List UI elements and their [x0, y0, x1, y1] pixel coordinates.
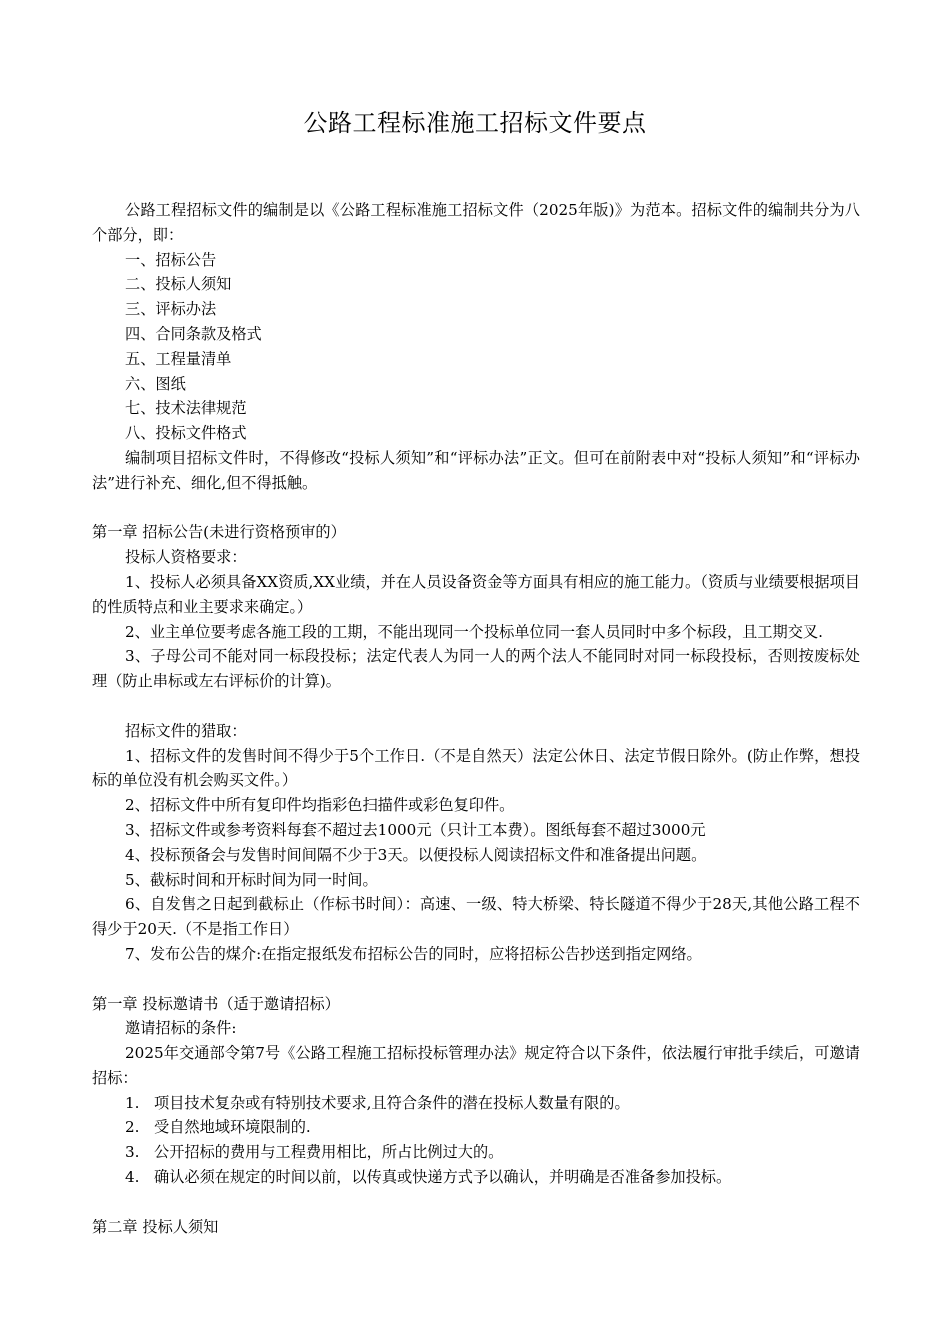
item-text: 公开招标的费用与工程费用相比，所占比例过大的。: [154, 1143, 504, 1162]
item-text: 确认必须在规定的时间以前，以传真或快递方式予以确认，并明确是否准备参加投标。: [154, 1168, 732, 1187]
document-rule-item: 4、投标预备会与发售时间间隔不少于3天。以便投标人阅读招标文件和准备提出问题。: [125, 845, 707, 864]
spacer: [92, 694, 860, 719]
condition-item: [92, 1115, 860, 1140]
intro-note-paragraph: 编制项目招标文件时，不得修改“投标人须知”和“评标办法”正文。但可在前附表中对“投标人须知”和“评标办法”进行补充、细化,但不得抵触。: [92, 448, 860, 492]
document-rule-item: 5、截标时间和开标时间为同一时间。: [125, 870, 378, 889]
qualification-item: 1、投标人必须具备XX资质,XX业绩，并在人员设备资金等方面具有相应的施工能力。（资质与业绩要根据项目的性质特点和业主要求来确定。）: [92, 572, 860, 616]
part-item: 七、技术法律规范: [125, 399, 247, 418]
item-number: 3.: [125, 1143, 140, 1162]
section-subheading: 投标人资格要求：: [125, 548, 247, 567]
part-item: 六、图纸: [125, 374, 186, 393]
condition-paragraph: 2025年交通部令第7号《公路工程施工招标投标管理办法》规定符合以下条件，依法履行审批手续后，可邀请招标：: [92, 1044, 860, 1087]
item-number: 4.: [125, 1168, 140, 1187]
item-number: 2.: [125, 1118, 140, 1137]
condition-item: [92, 1165, 860, 1190]
document-rule-item: 2、招标文件中所有复印件均指彩色扫描件或彩色复印件。: [125, 796, 515, 815]
part-item: 四、合同条款及格式: [125, 324, 262, 343]
section-subheading: 招标文件的猎取：: [125, 721, 247, 740]
chapter-heading: 第一章 投标邀请书（适于邀请招标）: [92, 994, 340, 1013]
document-rule-item: 3、招标文件或参考资料每套不超过去1000元（只计工本费）。图纸每套不超过3000元: [125, 820, 706, 839]
part-item: 二、投标人须知: [125, 275, 232, 294]
part-item: 一、招标公告: [125, 250, 217, 269]
condition-item: [92, 1091, 860, 1116]
part-item: 三、评标办法: [125, 300, 217, 319]
section-subheading: 邀请招标的条件:: [125, 1019, 237, 1038]
document-body: [92, 198, 860, 1239]
qualification-item: 2、业主单位要考虑各施工段的工期，不能出现同一个投标单位同一套人员同时中多个标段，且工期交叉.: [125, 622, 823, 641]
intro-paragraph: 公路工程招标文件的编制是以《公路工程标准施工招标文件（2025年版)》为范本。招标文件的编制共分为八个部分，即：: [92, 201, 860, 244]
item-text: 受自然地域环境限制的.: [154, 1118, 311, 1137]
chapter-heading: 第二章 投标人须知: [92, 1217, 219, 1236]
document-rule-item: 6、自发售之日起到截标止（作标书时间）：高速、一级、特大桥梁、特长隧道不得少于28天,其他公路工程不得少于20天.（不是指工作日）: [92, 895, 860, 939]
spacer: [92, 967, 860, 992]
document-rule-item: 7、发布公告的煤介:在指定报纸发布招标公告的同时，应将招标公告抄送到指定网络。: [125, 944, 702, 963]
part-item: 八、投标文件格式: [125, 424, 247, 443]
document-rule-item: 1、招标文件的发售时间不得少于5个工作日.（不是自然天）法定公休日、法定节假日除外。(防止作弊，想投标的单位没有机会购买文件。）: [92, 746, 860, 790]
item-number: 1.: [125, 1093, 140, 1112]
spacer: [92, 1190, 860, 1215]
item-text: 项目技术复杂或有特别技术要求,且符合条件的潜在投标人数量有限的。: [154, 1093, 630, 1112]
document-title: 公路工程标准施工招标文件要点: [303, 109, 647, 137]
qualification-item: 3、子母公司不能对同一标段投标；法定代表人为同一人的两个法人不能同时对同一标段投标，否则按废标处理（防止串标或左右评标价的计算)。: [92, 647, 860, 691]
chapter-heading: 第一章 招标公告(未进行资格预审的）: [92, 523, 346, 542]
spacer: [92, 496, 860, 521]
part-item: 五、工程量清单: [125, 349, 232, 368]
condition-item: [92, 1140, 860, 1165]
